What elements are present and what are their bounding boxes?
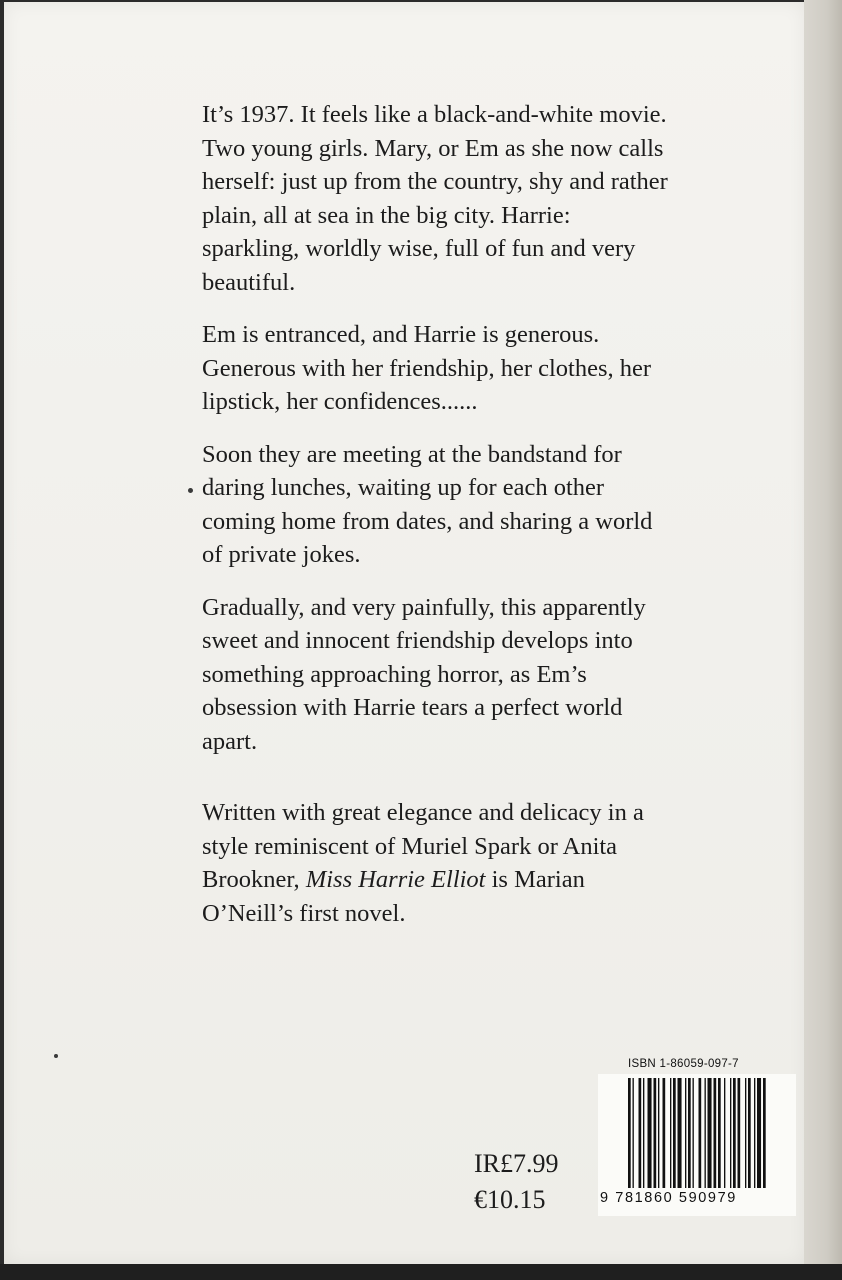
blurb-paragraph-1: It’s 1937. It feels like a black-and-white movie. Two young girls. Mary, or Em as she now calls herself: just up from the country, shy and rather plain, all at sea in the big city. Harrie: sparkling, worldly wise, full of fun and very beautiful. [202, 101, 668, 296]
blurb-paragraph-5 [202, 796, 672, 930]
blurb-paragraph-2: Em is entranced, and Harrie is generous. Generous with her friendship, her clothes, her lipstick, her confidences...... [202, 321, 652, 415]
page-edge [804, 0, 842, 1266]
blurb-p5-after: is Marian O’Neill’s first novel. [202, 866, 585, 927]
bottom-edge [0, 1264, 842, 1280]
barcode-number: 9 781860 590979 [600, 1190, 737, 1206]
price-block [474, 1146, 559, 1218]
blurb-paragraph-4: Gradually, and very painfully, this apparently sweet and innocent friendship develops into something approaching horror, as Em’s obsession with Harrie tears a perfect world apart. [202, 593, 646, 755]
price-euro: €10.15 [474, 1185, 546, 1214]
blurb-p5-before: Written with great elegance and delicacy in a style reminiscent of Muriel Spark or Anita Brookner, [202, 799, 644, 893]
isbn-label: ISBN 1-86059-097-7 [628, 1058, 739, 1070]
blurb-paragraph-3: Soon they are meeting at the bandstand for daring lunches, waiting up for each other coming home from dates, and sharing a world of private jokes. [202, 440, 653, 568]
price-irish-pounds: IR£7.99 [474, 1149, 559, 1178]
book-title: Miss Harrie Elliot [305, 866, 486, 893]
blurb-text [202, 98, 672, 930]
print-speck [54, 1054, 58, 1058]
barcode [628, 1078, 794, 1188]
print-speck [188, 488, 193, 493]
